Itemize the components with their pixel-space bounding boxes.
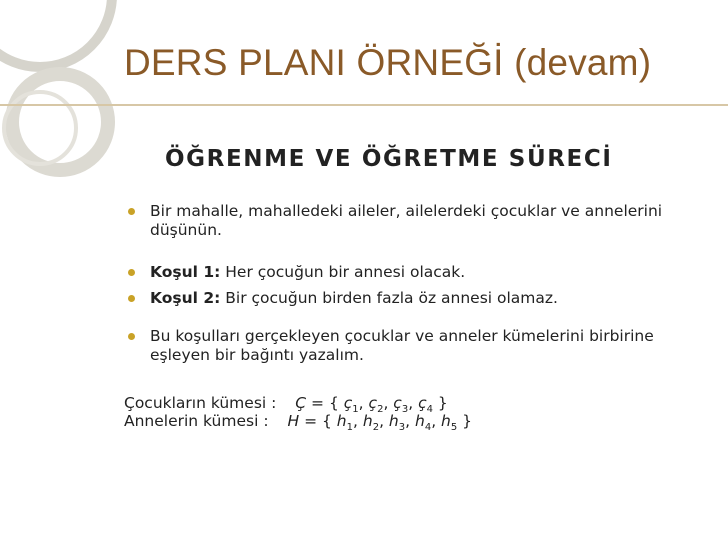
bullet-item	[150, 289, 710, 308]
bullet-item	[150, 263, 690, 282]
bullet-label: Koşul 1:	[150, 263, 221, 281]
slide-title: DERS PLANI ÖRNEĞİ (devam)	[124, 42, 652, 83]
bullet-text: Her çocuğun bir annesi olacak.	[220, 263, 466, 281]
mothers-set-label: Annelerin kümesi :	[124, 412, 269, 430]
decor-ring-large	[0, 0, 112, 67]
bullet-label: Koşul 2:	[150, 289, 221, 307]
bullet-item	[150, 202, 670, 240]
mothers-set-expression: H = { $h_1$, $h_2$, $h_3$, $h_4$, $h_5$ }	[287, 412, 473, 434]
mothers-set-line	[124, 412, 472, 437]
bullet-text: Bu koşulları gerçekleyen çocuklar ve anneler kümelerini birbirine eşleyen bir bağıntı yazalım.	[150, 327, 654, 364]
title-divider	[0, 104, 728, 106]
section-heading: ÖĞRENME VE ÖĞRETME SÜRECİ	[165, 146, 613, 172]
children-set-label: Çocukların kümesi :	[124, 394, 277, 412]
bullet-text: Bir çocuğun birden fazla öz annesi olamaz.	[220, 289, 558, 307]
bullet-text: Bir mahalle, mahalledeki aileler, ailelerdeki çocuklar ve annelerini düşünün.	[150, 202, 663, 239]
bullet-item	[150, 327, 680, 365]
children-set-expression: Ç = { $ç_1$, $ç_2$, $ç_3$, $ç_4$ }	[295, 394, 448, 416]
